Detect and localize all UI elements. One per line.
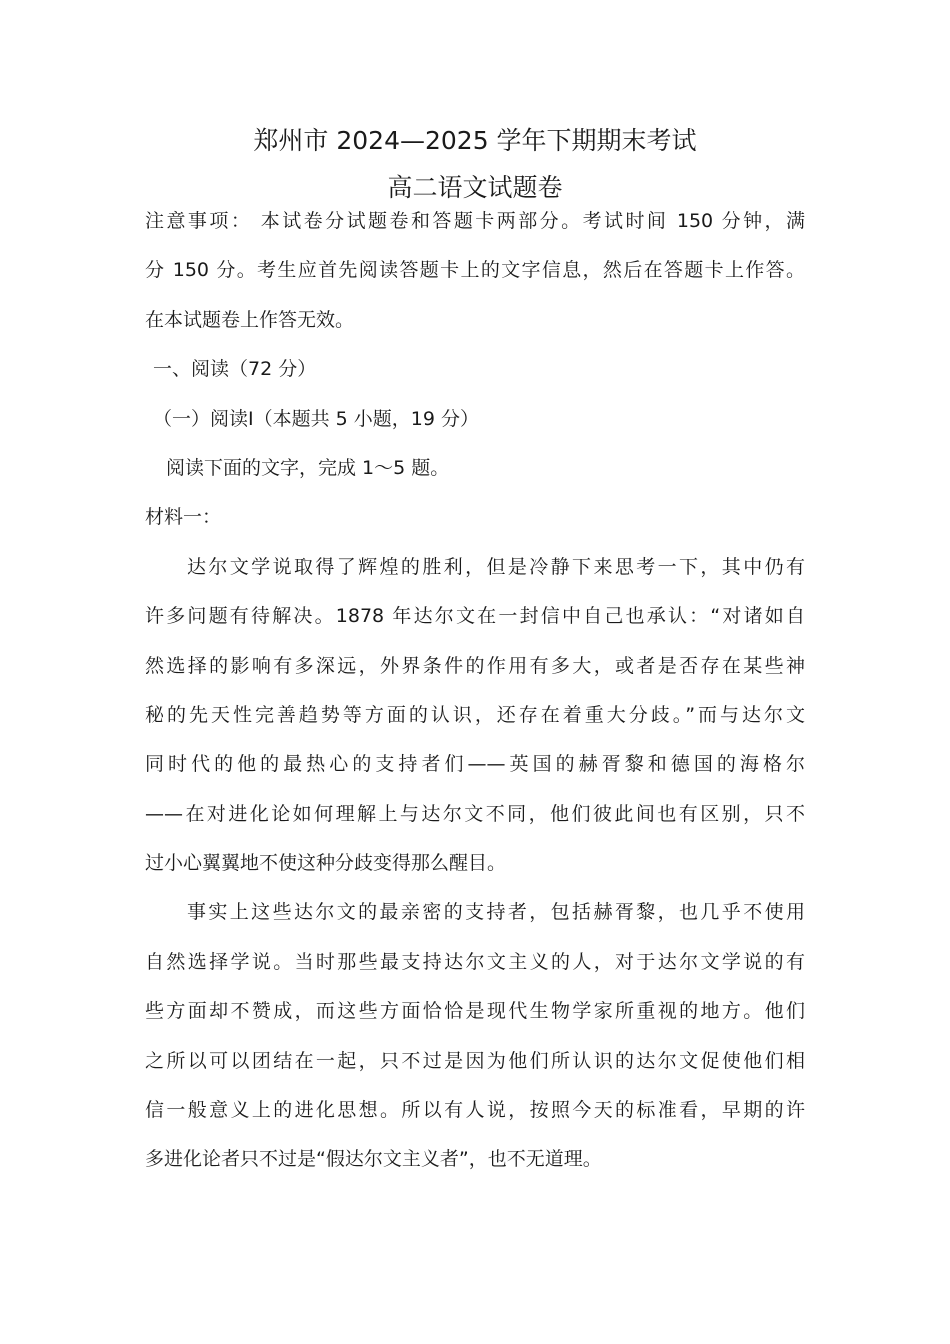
notice-line-3: 在本试题卷上作答无效。	[145, 308, 355, 331]
paragraph-line: 然选择的影响有多深远，外界条件的作用有多大，或者是否存在某些神	[145, 654, 805, 677]
paragraph-line: ——在对进化论如何理解上与达尔文不同，他们彼此间也有区别，只不	[145, 802, 805, 825]
paragraph-line: 事实上这些达尔文的最亲密的支持者，包括赫胥黎，也几乎不使用	[187, 901, 805, 924]
paragraph-2	[145, 888, 805, 1184]
paragraph-line: 自然选择学说。当时那些最支持达尔文主义的人，对于达尔文学说的有	[145, 950, 805, 973]
exam-subtitle: 高二语文试题卷	[387, 173, 563, 202]
paragraph-line: 同时代的他的最热心的支持者们——英国的赫胥黎和德国的海格尔	[145, 753, 805, 776]
material-label: 材料一：	[145, 506, 222, 529]
notice-line-1: 注意事项： 本试卷分试题卷和答题卡两部分。考试时间 150 分钟，满	[145, 210, 805, 232]
reading-instruction: 阅读下面的文字，完成 1～5 题。	[166, 456, 450, 479]
sub-section-heading: （一）阅读Ⅰ（本题共 5 小题，19 分）	[153, 407, 479, 430]
notice-line-2: 分 150 分。考生应首先阅读答题卡上的文字信息，然后在答题卡上作答。	[145, 259, 805, 282]
exam-title: 郑州市 2024—2025 学年下期期末考试	[253, 126, 697, 155]
paragraph-line: 之所以可以团结在一起，只不过是因为他们所认识的达尔文促使他们相	[145, 1049, 805, 1072]
document-body	[145, 197, 805, 1185]
section-heading: 一、阅读（72 分）	[153, 358, 317, 381]
paragraph-line: 秘的先天性完善趋势等方面的认识，还存在着重大分歧。”而与达尔文	[145, 703, 805, 726]
paragraph-line: 些方面却不赞成，而这些方面恰恰是现代生物学家所重视的地方。他们	[145, 1000, 805, 1023]
paragraph-1	[145, 543, 805, 889]
paragraph-line: 信一般意义上的进化思想。所以有人说，按照今天的标准看，早期的许	[145, 1099, 805, 1122]
paragraph-line: 达尔文学说取得了辉煌的胜利，但是冷静下来思考一下，其中仍有	[187, 555, 805, 578]
paragraph-line: 多进化论者只不过是“假达尔文主义者”，也不无道理。	[145, 1148, 602, 1171]
paragraph-line: 许多问题有待解决。1878 年达尔文在一封信中自己也承认：“对诸如自	[145, 605, 805, 628]
paragraph-line: 过小心翼翼地不使这种分歧变得那么醒目。	[145, 852, 507, 875]
